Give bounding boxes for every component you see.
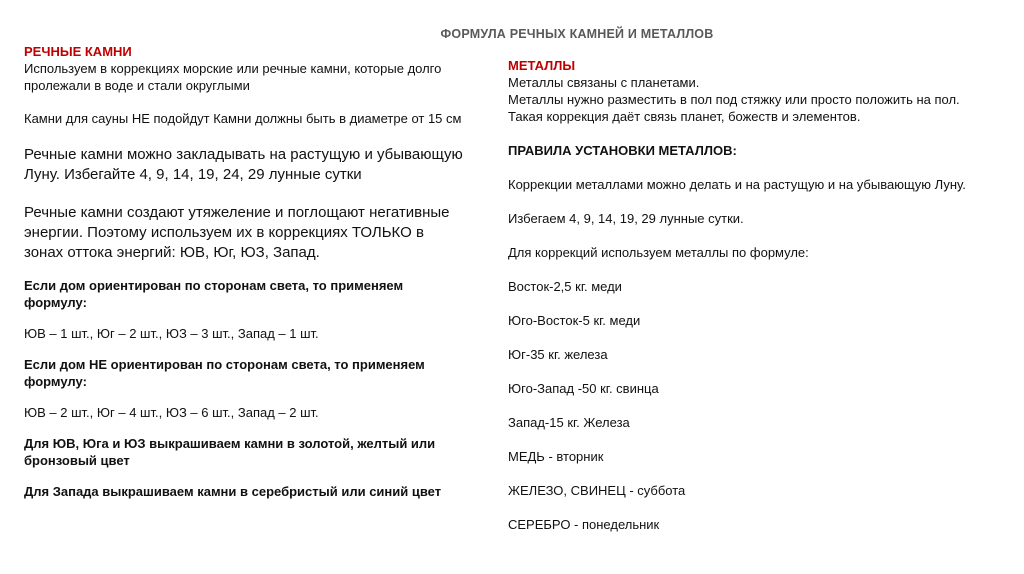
metal-item-south: Юг-35 кг. железа [508,347,608,362]
oriented-formula: ЮВ – 1 шт., Юг – 2 шт., ЮЗ – 3 шт., Запад – 1 шт. [24,326,319,341]
metals-rules-heading: ПРАВИЛА УСТАНОВКИ МЕТАЛЛОВ: [508,143,737,158]
metals-avoid-days: Избегаем 4, 9, 14, 19, 29 лунные сутки. [508,211,744,226]
silver-color-rule: Для Запада выкрашиваем камни в серебристый или синий цвет [24,484,442,499]
metals-column [508,58,988,533]
river-stones-column [24,44,464,500]
oriented-formula-heading: Если дом ориентирован по сторонам света, то применяем формулу: [24,278,404,310]
metal-day-iron-lead: ЖЕЛЕЗО, СВИНЕЦ - суббота [508,483,686,498]
not-oriented-formula: ЮВ – 2 шт., Юг – 4 шт., ЮЗ – 6 шт., Запад – 2 шт. [24,405,319,420]
metals-moon-rule: Коррекции металлами можно делать и на растущую и на убывающую Луну. [508,177,966,192]
metals-heading: МЕТАЛЛЫ [508,58,576,73]
page-title: ФОРМУЛА РЕЧНЫХ КАМНЕЙ И МЕТАЛЛОВ [440,27,714,41]
metal-item-west: Запад-15 кг. Железа [508,415,630,430]
stones-moon-text: Речные камни можно закладывать на растущую и убывающую Луну. Избегайте 4, 9, 14, 19, 24, 29 лунные сутки [24,146,463,183]
not-oriented-formula-heading: Если дом НЕ ориентирован по сторонам света, то применяем формулу: [24,357,425,389]
stones-energy-text: Речные камни создают утяжеление и поглощают негативные энергии. Поэтому используем их в коррекциях ТОЛЬКО в зонах оттока энергий: ЮВ, Юг, ЮЗ, Запад. [24,204,450,261]
river-stones-heading: РЕЧНЫЕ КАМНИ [24,44,132,59]
stones-size-text: Камни для сауны НЕ подойдут Камни должны быть в диаметре от 15 см [24,111,462,126]
metal-day-silver: СЕРЕБРО - понедельник [508,517,660,532]
gold-color-rule: Для ЮВ, Юга и ЮЗ выкрашиваем камни в золотой, желтый или бронзовый цвет [24,436,436,468]
metals-formula-intro: Для коррекций используем металлы по формуле: [508,245,809,260]
stones-usage-text: Используем в коррекциях морские или речные камни, которые долго пролежали в воде и стали округлыми [24,61,442,93]
metals-placement-text: Металлы нужно разместить в пол под стяжку или просто положить на пол. Такая коррекция даёт связь планет, божеств и элементов. [508,92,960,124]
metal-item-east: Восток-2,5 кг. меди [508,279,622,294]
metal-item-southwest: Юго-Запад -50 кг. свинца [508,381,659,396]
metals-planets-text: Металлы связаны с планетами. [508,75,700,90]
metal-day-copper: МЕДЬ - вторник [508,449,604,464]
metal-item-southeast: Юго-Восток-5 кг. меди [508,313,641,328]
